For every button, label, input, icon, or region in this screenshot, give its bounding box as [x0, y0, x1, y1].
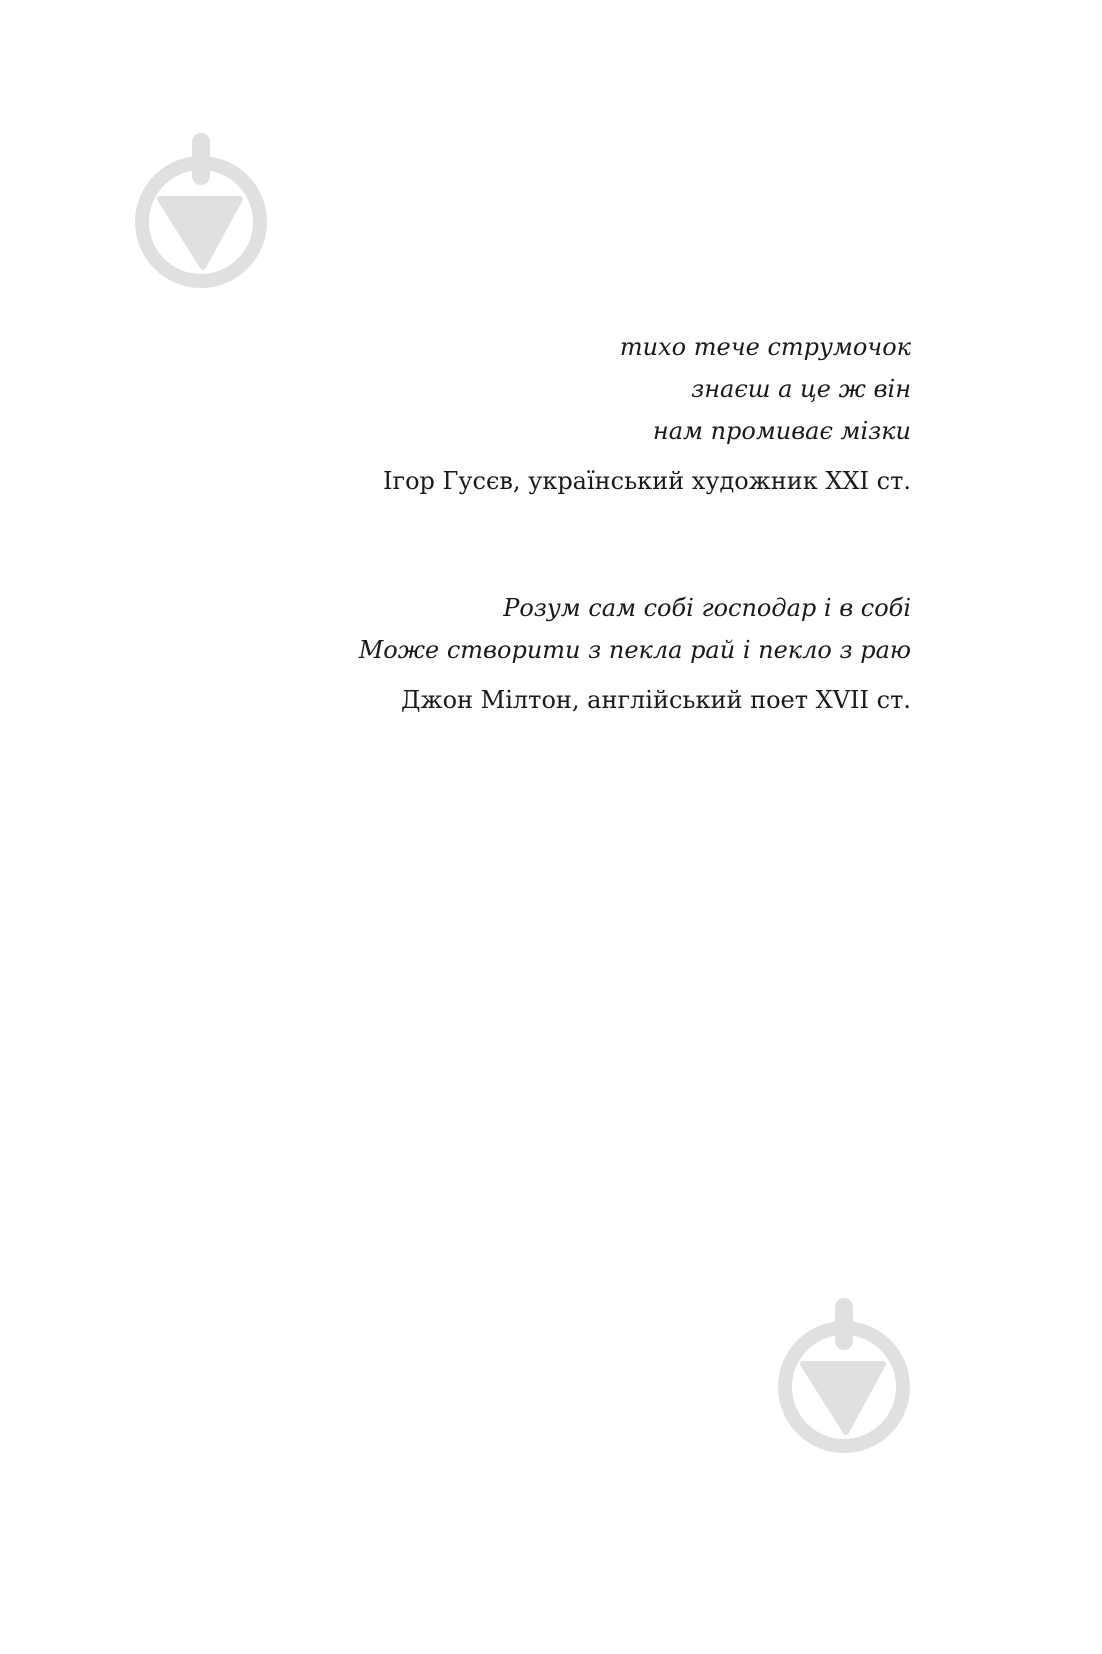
watermark-logo-icon	[776, 1298, 916, 1468]
epigraph	[359, 587, 911, 721]
verse-line: знаєш а це ж він	[691, 375, 911, 403]
epigraph	[383, 326, 911, 502]
verse-line: Може створити з пекла рай і пекло з раю	[358, 636, 911, 664]
epigraph-attribution: Ігор Гусєв, український художник XXI ст.	[383, 467, 911, 495]
verse-line: нам промиває мізки	[652, 417, 911, 445]
verse-line: тихо тече струмочок	[619, 333, 911, 361]
epigraph-attribution: Джон Мілтон, англійський поет XVII ст.	[401, 686, 911, 714]
watermark-logo-icon	[133, 133, 273, 303]
verse-line: Розум сам собі господар і в собі	[503, 594, 911, 622]
